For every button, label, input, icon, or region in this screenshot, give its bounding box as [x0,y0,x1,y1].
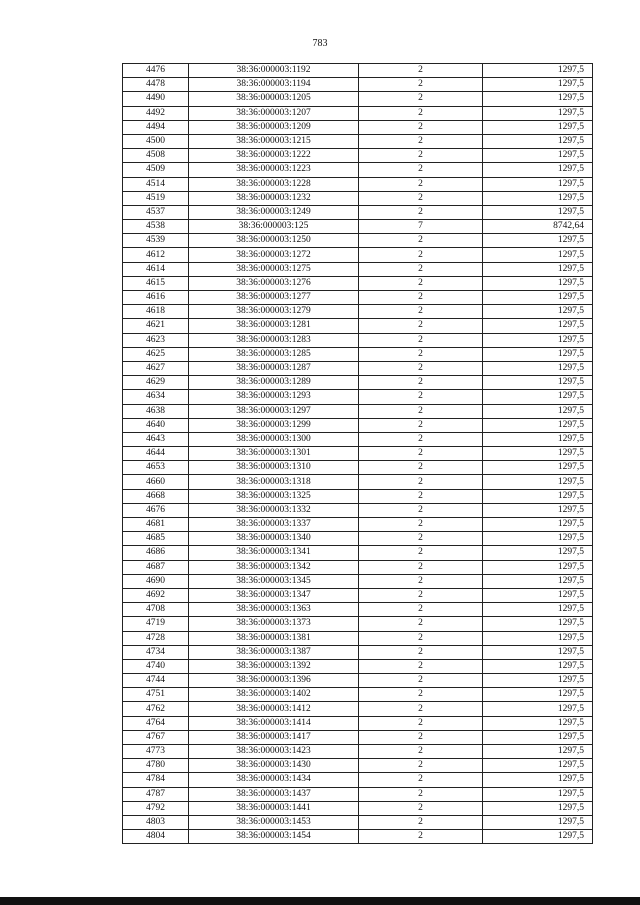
cadastral-number-cell: 38:36:000003:1299 [189,418,359,432]
cadastral-number-cell: 38:36:000003:1441 [189,801,359,815]
row-number-cell: 4492 [123,106,189,120]
table-row [123,149,593,163]
cadastral-number-cell: 38:36:000003:1337 [189,518,359,532]
area-value-cell: 1297,5 [483,305,593,319]
row-number-cell: 4612 [123,248,189,262]
area-value-cell: 1297,5 [483,659,593,673]
cadastral-number-cell: 38:36:000003:1250 [189,234,359,248]
data-table [122,63,593,844]
row-number-cell: 4792 [123,801,189,815]
cadastral-number-cell: 38:36:000003:1293 [189,390,359,404]
row-number-cell: 4476 [123,64,189,78]
area-value-cell: 1297,5 [483,205,593,219]
row-number-cell: 4638 [123,404,189,418]
area-value-cell: 1297,5 [483,730,593,744]
area-value-cell: 1297,5 [483,248,593,262]
row-number-cell: 4676 [123,503,189,517]
table-body [123,64,593,844]
area-value-cell: 1297,5 [483,447,593,461]
area-value-cell: 1297,5 [483,291,593,305]
table-row [123,163,593,177]
share-count-cell: 2 [359,234,483,248]
table-row [123,291,593,305]
table-row [123,759,593,773]
area-value-cell: 1297,5 [483,688,593,702]
cadastral-number-cell: 38:36:000003:1232 [189,191,359,205]
row-number-cell: 4668 [123,489,189,503]
cadastral-number-cell: 38:36:000003:1347 [189,588,359,602]
cadastral-number-cell: 38:36:000003:1209 [189,120,359,134]
cadastral-number-cell: 38:36:000003:1454 [189,830,359,844]
share-count-cell: 2 [359,447,483,461]
table-row [123,177,593,191]
share-count-cell: 2 [359,390,483,404]
share-count-cell: 2 [359,461,483,475]
share-count-cell: 2 [359,418,483,432]
table-row [123,574,593,588]
cadastral-number-cell: 38:36:000003:1340 [189,532,359,546]
area-value-cell: 8742,64 [483,220,593,234]
row-number-cell: 4767 [123,730,189,744]
cadastral-number-cell: 38:36:000003:1279 [189,305,359,319]
row-number-cell: 4490 [123,92,189,106]
table-row [123,815,593,829]
cadastral-number-cell: 38:36:000003:1453 [189,815,359,829]
share-count-cell: 2 [359,404,483,418]
row-number-cell: 4519 [123,191,189,205]
area-value-cell: 1297,5 [483,475,593,489]
table-row [123,404,593,418]
row-number-cell: 4539 [123,234,189,248]
share-count-cell: 2 [359,603,483,617]
table-row [123,702,593,716]
share-count-cell: 2 [359,688,483,702]
row-number-cell: 4744 [123,674,189,688]
row-number-cell: 4764 [123,716,189,730]
cadastral-number-cell: 38:36:000003:1285 [189,347,359,361]
row-number-cell: 4538 [123,220,189,234]
cadastral-number-cell: 38:36:000003:1192 [189,64,359,78]
area-value-cell: 1297,5 [483,276,593,290]
page-number: 783 [312,38,328,49]
table-row [123,319,593,333]
cadastral-number-cell: 38:36:000003:1223 [189,163,359,177]
share-count-cell: 2 [359,475,483,489]
cadastral-number-cell: 38:36:000003:1381 [189,631,359,645]
share-count-cell: 2 [359,333,483,347]
row-number-cell: 4509 [123,163,189,177]
cadastral-number-cell: 38:36:000003:1430 [189,759,359,773]
row-number-cell: 4784 [123,773,189,787]
row-number-cell: 4640 [123,418,189,432]
table-row [123,191,593,205]
area-value-cell: 1297,5 [483,588,593,602]
row-number-cell: 4615 [123,276,189,290]
cadastral-number-cell: 38:36:000003:1387 [189,645,359,659]
cadastral-number-cell: 38:36:000003:1297 [189,404,359,418]
area-value-cell: 1297,5 [483,773,593,787]
area-value-cell: 1297,5 [483,262,593,276]
table-row [123,347,593,361]
area-value-cell: 1297,5 [483,432,593,446]
cadastral-number-cell: 38:36:000003:1300 [189,432,359,446]
row-number-cell: 4719 [123,617,189,631]
cadastral-number-cell: 38:36:000003:1345 [189,574,359,588]
share-count-cell: 2 [359,773,483,787]
table-row [123,617,593,631]
row-number-cell: 4644 [123,447,189,461]
row-number-cell: 4627 [123,361,189,375]
row-number-cell: 4537 [123,205,189,219]
share-count-cell: 2 [359,617,483,631]
area-value-cell: 1297,5 [483,674,593,688]
table-row [123,745,593,759]
share-count-cell: 2 [359,631,483,645]
area-value-cell: 1297,5 [483,489,593,503]
row-number-cell: 4751 [123,688,189,702]
row-number-cell: 4625 [123,347,189,361]
table-row [123,447,593,461]
share-count-cell: 2 [359,319,483,333]
scan-edge-bar [0,897,640,905]
cadastral-number-cell: 38:36:000003:1434 [189,773,359,787]
share-count-cell: 2 [359,745,483,759]
area-value-cell: 1297,5 [483,830,593,844]
row-number-cell: 4740 [123,659,189,673]
share-count-cell: 2 [359,716,483,730]
area-value-cell: 1297,5 [483,191,593,205]
cadastral-number-cell: 38:36:000003:1228 [189,177,359,191]
area-value-cell: 1297,5 [483,603,593,617]
row-number-cell: 4734 [123,645,189,659]
share-count-cell: 2 [359,305,483,319]
area-value-cell: 1297,5 [483,645,593,659]
share-count-cell: 2 [359,149,483,163]
row-number-cell: 4621 [123,319,189,333]
cadastral-number-cell: 38:36:000003:1222 [189,149,359,163]
table-row [123,64,593,78]
table-row [123,773,593,787]
area-value-cell: 1297,5 [483,759,593,773]
row-number-cell: 4660 [123,475,189,489]
share-count-cell: 2 [359,830,483,844]
cadastral-number-cell: 38:36:000003:1215 [189,134,359,148]
row-number-cell: 4629 [123,376,189,390]
cadastral-number-cell: 38:36:000003:1373 [189,617,359,631]
share-count-cell: 2 [359,815,483,829]
area-value-cell: 1297,5 [483,503,593,517]
table-row [123,674,593,688]
row-number-cell: 4623 [123,333,189,347]
share-count-cell: 2 [359,291,483,305]
row-number-cell: 4634 [123,390,189,404]
table-row [123,248,593,262]
area-value-cell: 1297,5 [483,617,593,631]
area-value-cell: 1297,5 [483,149,593,163]
area-value-cell: 1297,5 [483,461,593,475]
share-count-cell: 2 [359,546,483,560]
row-number-cell: 4804 [123,830,189,844]
row-number-cell: 4686 [123,546,189,560]
area-value-cell: 1297,5 [483,361,593,375]
area-value-cell: 1297,5 [483,702,593,716]
area-value-cell: 1297,5 [483,745,593,759]
row-number-cell: 4762 [123,702,189,716]
row-number-cell: 4685 [123,532,189,546]
table-row [123,801,593,815]
area-value-cell: 1297,5 [483,234,593,248]
table-row [123,489,593,503]
row-number-cell: 4687 [123,560,189,574]
share-count-cell: 2 [359,645,483,659]
cadastral-number-cell: 38:36:000003:1277 [189,291,359,305]
row-number-cell: 4681 [123,518,189,532]
area-value-cell: 1297,5 [483,163,593,177]
share-count-cell: 2 [359,376,483,390]
share-count-cell: 2 [359,503,483,517]
area-value-cell: 1297,5 [483,134,593,148]
row-number-cell: 4803 [123,815,189,829]
share-count-cell: 2 [359,191,483,205]
table-row [123,730,593,744]
share-count-cell: 2 [359,674,483,688]
cadastral-number-cell: 38:36:000003:1325 [189,489,359,503]
cadastral-number-cell: 38:36:000003:1249 [189,205,359,219]
row-number-cell: 4614 [123,262,189,276]
cadastral-number-cell: 38:36:000003:1363 [189,603,359,617]
area-value-cell: 1297,5 [483,815,593,829]
cadastral-number-cell: 38:36:000003:1287 [189,361,359,375]
table-row [123,688,593,702]
table-row [123,659,593,673]
row-number-cell: 4653 [123,461,189,475]
table-row [123,390,593,404]
row-number-cell: 4708 [123,603,189,617]
table-row [123,716,593,730]
cadastral-number-cell: 38:36:000003:1276 [189,276,359,290]
area-value-cell: 1297,5 [483,716,593,730]
table-row [123,532,593,546]
cadastral-number-cell: 38:36:000003:1417 [189,730,359,744]
area-value-cell: 1297,5 [483,390,593,404]
cadastral-number-cell: 38:36:000003:1310 [189,461,359,475]
share-count-cell: 2 [359,801,483,815]
area-value-cell: 1297,5 [483,92,593,106]
row-number-cell: 4692 [123,588,189,602]
table-row [123,631,593,645]
share-count-cell: 2 [359,361,483,375]
row-number-cell: 4643 [123,432,189,446]
cadastral-number-cell: 38:36:000003:1332 [189,503,359,517]
share-count-cell: 2 [359,276,483,290]
table-row [123,134,593,148]
cadastral-number-cell: 38:36:000003:1194 [189,78,359,92]
share-count-cell: 2 [359,163,483,177]
area-value-cell: 1297,5 [483,376,593,390]
row-number-cell: 4690 [123,574,189,588]
row-number-cell: 4618 [123,305,189,319]
share-count-cell: 2 [359,347,483,361]
cadastral-number-cell: 38:36:000003:1392 [189,659,359,673]
cadastral-number-cell: 38:36:000003:1289 [189,376,359,390]
row-number-cell: 4773 [123,745,189,759]
table-row [123,518,593,532]
share-count-cell: 2 [359,702,483,716]
cadastral-number-cell: 38:36:000003:1342 [189,560,359,574]
table-row [123,603,593,617]
share-count-cell: 2 [359,64,483,78]
share-count-cell: 7 [359,220,483,234]
table-row [123,120,593,134]
share-count-cell: 2 [359,78,483,92]
area-value-cell: 1297,5 [483,120,593,134]
table-row [123,92,593,106]
row-number-cell: 4508 [123,149,189,163]
area-value-cell: 1297,5 [483,787,593,801]
table-row [123,546,593,560]
table-row [123,305,593,319]
cadastral-number-cell: 38:36:000003:1275 [189,262,359,276]
area-value-cell: 1297,5 [483,418,593,432]
share-count-cell: 2 [359,432,483,446]
table-row [123,475,593,489]
row-number-cell: 4787 [123,787,189,801]
cadastral-number-cell: 38:36:000003:1402 [189,688,359,702]
share-count-cell: 2 [359,560,483,574]
area-value-cell: 1297,5 [483,574,593,588]
area-value-cell: 1297,5 [483,319,593,333]
cadastral-number-cell: 38:36:000003:1341 [189,546,359,560]
table-row [123,461,593,475]
table-row [123,220,593,234]
table-row [123,645,593,659]
area-value-cell: 1297,5 [483,64,593,78]
cadastral-number-cell: 38:36:000003:1283 [189,333,359,347]
row-number-cell: 4780 [123,759,189,773]
table-row [123,503,593,517]
cadastral-number-cell: 38:36:000003:1423 [189,745,359,759]
share-count-cell: 2 [359,205,483,219]
table-row [123,787,593,801]
table-row [123,588,593,602]
share-count-cell: 2 [359,759,483,773]
area-value-cell: 1297,5 [483,177,593,191]
share-count-cell: 2 [359,262,483,276]
area-value-cell: 1297,5 [483,518,593,532]
share-count-cell: 2 [359,532,483,546]
share-count-cell: 2 [359,659,483,673]
row-number-cell: 4728 [123,631,189,645]
share-count-cell: 2 [359,106,483,120]
table-row [123,205,593,219]
area-value-cell: 1297,5 [483,404,593,418]
area-value-cell: 1297,5 [483,560,593,574]
table-row [123,262,593,276]
share-count-cell: 2 [359,177,483,191]
cadastral-number-cell: 38:36:000003:1205 [189,92,359,106]
area-value-cell: 1297,5 [483,631,593,645]
area-value-cell: 1297,5 [483,78,593,92]
row-number-cell: 4514 [123,177,189,191]
table-row [123,432,593,446]
area-value-cell: 1297,5 [483,347,593,361]
share-count-cell: 2 [359,248,483,262]
table-row [123,418,593,432]
cadastral-number-cell: 38:36:000003:1207 [189,106,359,120]
share-count-cell: 2 [359,134,483,148]
area-value-cell: 1297,5 [483,801,593,815]
table-row [123,78,593,92]
share-count-cell: 2 [359,92,483,106]
cadastral-number-cell: 38:36:000003:1396 [189,674,359,688]
share-count-cell: 2 [359,588,483,602]
area-value-cell: 1297,5 [483,532,593,546]
row-number-cell: 4500 [123,134,189,148]
cadastral-number-cell: 38:36:000003:1437 [189,787,359,801]
table-row [123,560,593,574]
share-count-cell: 2 [359,787,483,801]
share-count-cell: 2 [359,518,483,532]
share-count-cell: 2 [359,730,483,744]
area-value-cell: 1297,5 [483,333,593,347]
table-row [123,276,593,290]
row-number-cell: 4478 [123,78,189,92]
share-count-cell: 2 [359,120,483,134]
share-count-cell: 2 [359,489,483,503]
cadastral-number-cell: 38:36:000003:1414 [189,716,359,730]
table-row [123,234,593,248]
cadastral-number-cell: 38:36:000003:125 [189,220,359,234]
cadastral-number-cell: 38:36:000003:1281 [189,319,359,333]
cadastral-number-cell: 38:36:000003:1318 [189,475,359,489]
area-value-cell: 1297,5 [483,106,593,120]
cadastral-number-cell: 38:36:000003:1412 [189,702,359,716]
row-number-cell: 4616 [123,291,189,305]
share-count-cell: 2 [359,574,483,588]
table-row [123,106,593,120]
row-number-cell: 4494 [123,120,189,134]
table-row [123,361,593,375]
table-row [123,376,593,390]
cadastral-number-cell: 38:36:000003:1301 [189,447,359,461]
table-row [123,830,593,844]
cadastral-number-cell: 38:36:000003:1272 [189,248,359,262]
table-row [123,333,593,347]
area-value-cell: 1297,5 [483,546,593,560]
